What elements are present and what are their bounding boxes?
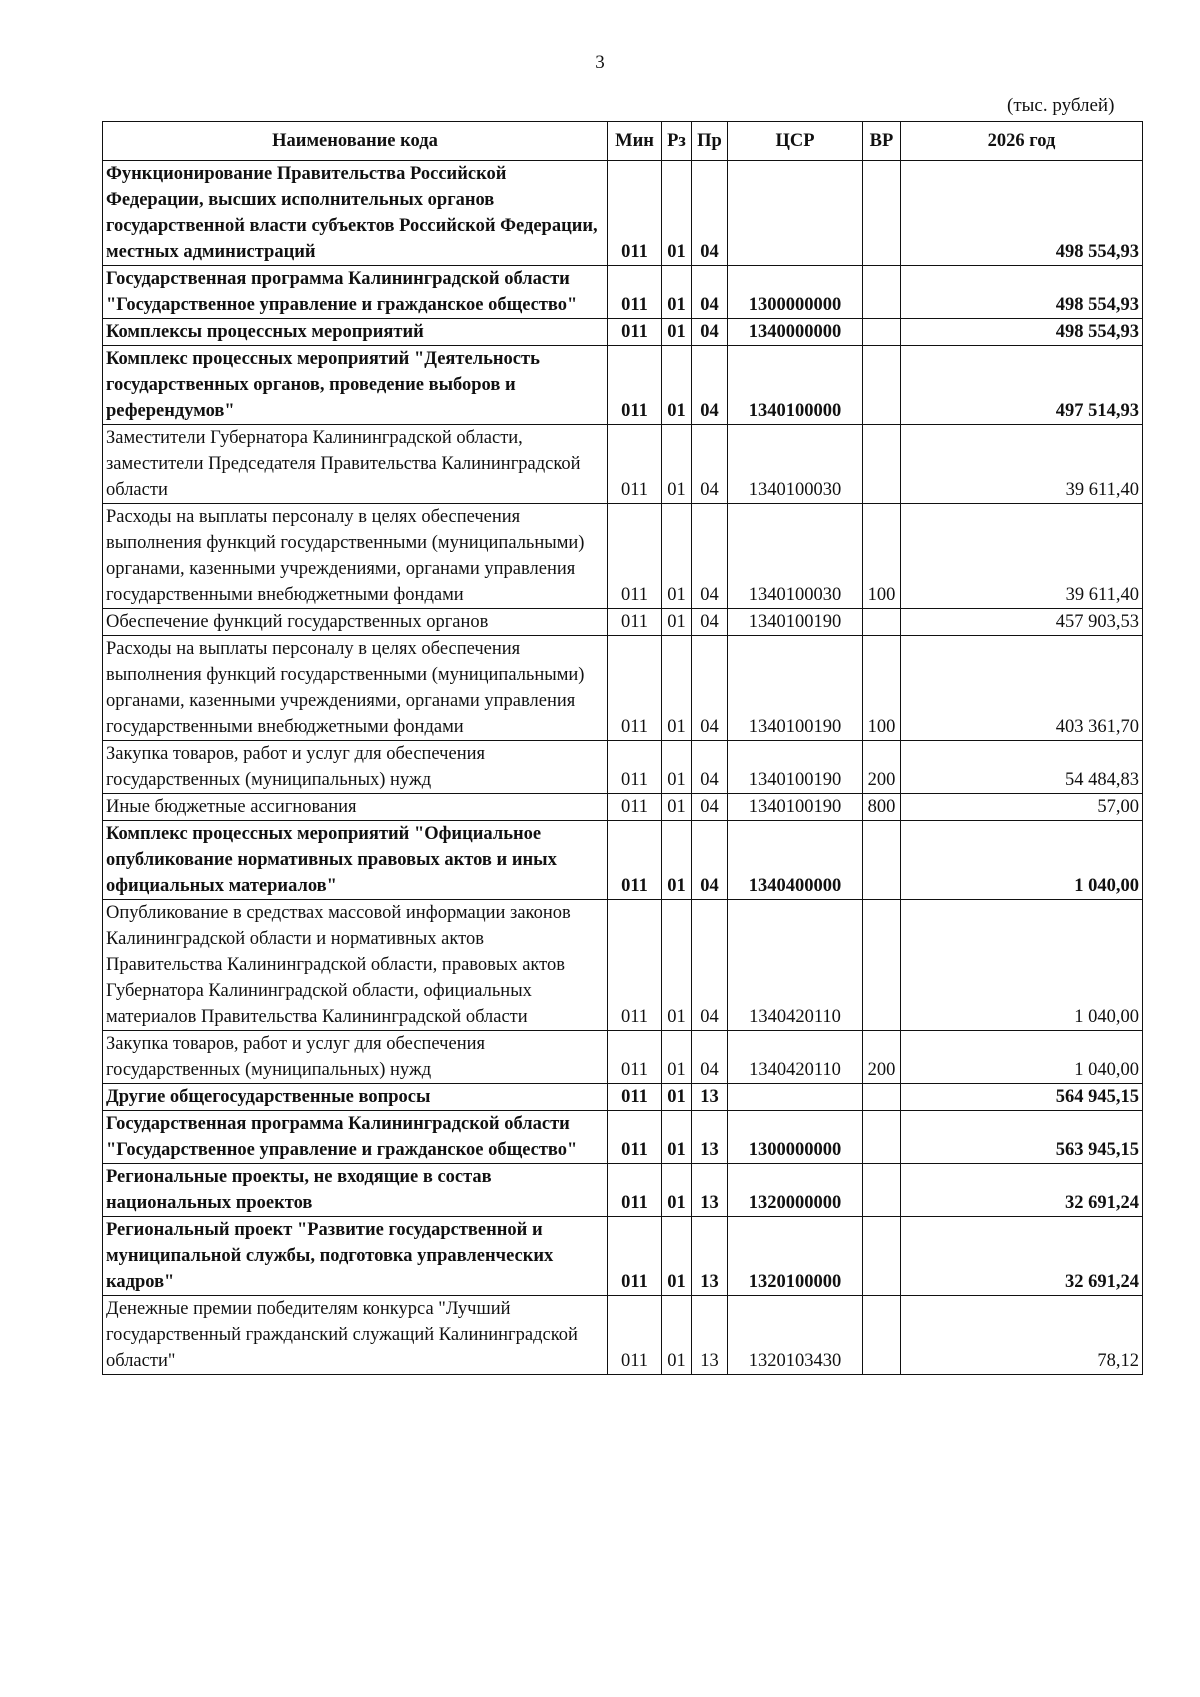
row-rz: 01 — [662, 821, 692, 900]
row-rz: 01 — [662, 161, 692, 266]
row-rz: 01 — [662, 1164, 692, 1217]
table-row — [103, 319, 1143, 346]
row-amount: 497 514,93 — [901, 346, 1143, 425]
row-csr: 1340100030 — [728, 425, 863, 504]
row-vr — [863, 1084, 901, 1111]
row-name: Расходы на выплаты персоналу в целях обеспечения выполнения функций государственными (муниципальными) органами, казенными учреждениями, органами управления государственными внебюджетными фондами — [103, 636, 608, 741]
row-amount: 78,12 — [901, 1296, 1143, 1375]
row-vr — [863, 900, 901, 1031]
row-vr — [863, 161, 901, 266]
row-pr: 13 — [692, 1084, 728, 1111]
row-pr: 04 — [692, 161, 728, 266]
row-pr: 04 — [692, 636, 728, 741]
row-amount: 32 691,24 — [901, 1217, 1143, 1296]
row-rz: 01 — [662, 504, 692, 609]
row-rz: 01 — [662, 346, 692, 425]
row-rz: 01 — [662, 636, 692, 741]
row-name: Иные бюджетные ассигнования — [103, 794, 608, 821]
row-vr — [863, 821, 901, 900]
row-rz: 01 — [662, 794, 692, 821]
row-min: 011 — [608, 821, 662, 900]
table-header-row — [103, 122, 1143, 161]
row-pr: 13 — [692, 1111, 728, 1164]
row-min: 011 — [608, 319, 662, 346]
page-number: 3 — [595, 52, 605, 73]
row-csr: 1340400000 — [728, 821, 863, 900]
row-vr — [863, 319, 901, 346]
row-name: Обеспечение функций государственных органов — [103, 609, 608, 636]
row-vr: 800 — [863, 794, 901, 821]
row-min: 011 — [608, 609, 662, 636]
row-amount: 39 611,40 — [901, 425, 1143, 504]
row-min: 011 — [608, 1084, 662, 1111]
row-pr: 13 — [692, 1217, 728, 1296]
row-pr: 04 — [692, 346, 728, 425]
row-csr: 1340000000 — [728, 319, 863, 346]
row-min: 011 — [608, 1296, 662, 1375]
table-row — [103, 1296, 1143, 1375]
row-name: Комплексы процессных мероприятий — [103, 319, 608, 346]
row-rz: 01 — [662, 741, 692, 794]
row-name: Другие общегосударственные вопросы — [103, 1084, 608, 1111]
header-min: Мин — [608, 122, 662, 161]
row-name: Опубликование в средствах массовой информации законов Калининградской области и нормативных актов Правительства Калининградской области, правовых актов Губернатора Калининградской области, официальных материалов Правительства Калининградской области — [103, 900, 608, 1031]
header-pr: Пр — [692, 122, 728, 161]
row-vr: 100 — [863, 636, 901, 741]
table-row — [103, 161, 1143, 266]
row-pr: 04 — [692, 266, 728, 319]
row-csr: 1340100190 — [728, 609, 863, 636]
row-min: 011 — [608, 1164, 662, 1217]
row-pr: 13 — [692, 1296, 728, 1375]
table-row — [103, 1111, 1143, 1164]
row-vr — [863, 1296, 901, 1375]
row-vr — [863, 425, 901, 504]
header-sum: 2026 год — [901, 122, 1143, 161]
row-vr — [863, 1111, 901, 1164]
row-rz: 01 — [662, 425, 692, 504]
table-row — [103, 1031, 1143, 1084]
row-csr — [728, 161, 863, 266]
row-csr: 1340100190 — [728, 741, 863, 794]
row-name: Комплекс процессных мероприятий "Официальное опубликование нормативных правовых актов и иных официальных материалов" — [103, 821, 608, 900]
row-min: 011 — [608, 794, 662, 821]
table-body — [103, 161, 1143, 1375]
row-rz: 01 — [662, 1217, 692, 1296]
row-csr: 1300000000 — [728, 1111, 863, 1164]
row-vr — [863, 1164, 901, 1217]
row-amount: 39 611,40 — [901, 504, 1143, 609]
row-csr: 1300000000 — [728, 266, 863, 319]
row-csr: 1320000000 — [728, 1164, 863, 1217]
row-pr: 04 — [692, 504, 728, 609]
row-csr: 1340420110 — [728, 1031, 863, 1084]
row-rz: 01 — [662, 1296, 692, 1375]
table-row — [103, 1164, 1143, 1217]
table-row — [103, 900, 1143, 1031]
row-pr: 13 — [692, 1164, 728, 1217]
header-name: Наименование кода — [103, 122, 608, 161]
row-min: 011 — [608, 900, 662, 1031]
row-csr: 1340420110 — [728, 900, 863, 1031]
row-name: Функционирование Правительства Российской Федерации, высших исполнительных органов государственной власти субъектов Российской Федерации, местных администраций — [103, 161, 608, 266]
row-rz: 01 — [662, 1031, 692, 1084]
row-vr — [863, 266, 901, 319]
row-name: Государственная программа Калининградской области "Государственное управление и гражданское общество" — [103, 266, 608, 319]
row-vr: 100 — [863, 504, 901, 609]
row-name: Расходы на выплаты персоналу в целях обеспечения выполнения функций государственными (муниципальными) органами, казенными учреждениями, органами управления государственными внебюджетными фондами — [103, 504, 608, 609]
row-pr: 04 — [692, 1031, 728, 1084]
row-min: 011 — [608, 1031, 662, 1084]
budget-table — [102, 121, 1143, 1375]
table-row — [103, 741, 1143, 794]
row-csr — [728, 1084, 863, 1111]
row-pr: 04 — [692, 425, 728, 504]
table-row — [103, 636, 1143, 741]
row-pr: 04 — [692, 609, 728, 636]
row-amount: 457 903,53 — [901, 609, 1143, 636]
row-vr: 200 — [863, 1031, 901, 1084]
row-rz: 01 — [662, 609, 692, 636]
row-min: 011 — [608, 346, 662, 425]
row-name: Заместители Губернатора Калининградской области, заместители Председателя Правительства Калининградской области — [103, 425, 608, 504]
row-name: Денежные премии победителям конкурса "Лучший государственный гражданский служащий Калининградской области" — [103, 1296, 608, 1375]
row-csr: 1340100190 — [728, 636, 863, 741]
row-min: 011 — [608, 504, 662, 609]
row-amount: 498 554,93 — [901, 319, 1143, 346]
row-pr: 04 — [692, 821, 728, 900]
row-csr: 1340100000 — [728, 346, 863, 425]
header-rz: Рз — [662, 122, 692, 161]
row-name: Закупка товаров, работ и услуг для обеспечения государственных (муниципальных) нужд — [103, 741, 608, 794]
row-amount: 563 945,15 — [901, 1111, 1143, 1164]
table-row — [103, 609, 1143, 636]
row-min: 011 — [608, 1217, 662, 1296]
units-label: (тыс. рублей) — [1007, 95, 1115, 116]
row-amount: 1 040,00 — [901, 821, 1143, 900]
row-amount: 1 040,00 — [901, 1031, 1143, 1084]
table-row — [103, 425, 1143, 504]
row-min: 011 — [608, 161, 662, 266]
row-pr: 04 — [692, 319, 728, 346]
row-name: Закупка товаров, работ и услуг для обеспечения государственных (муниципальных) нужд — [103, 1031, 608, 1084]
row-amount: 403 361,70 — [901, 636, 1143, 741]
row-amount: 564 945,15 — [901, 1084, 1143, 1111]
row-vr — [863, 1217, 901, 1296]
row-name: Государственная программа Калининградской области "Государственное управление и гражданское общество" — [103, 1111, 608, 1164]
row-pr: 04 — [692, 741, 728, 794]
row-amount: 57,00 — [901, 794, 1143, 821]
row-vr: 200 — [863, 741, 901, 794]
row-rz: 01 — [662, 1084, 692, 1111]
row-vr — [863, 346, 901, 425]
row-pr: 04 — [692, 794, 728, 821]
row-min: 011 — [608, 636, 662, 741]
row-min: 011 — [608, 1111, 662, 1164]
table-row — [103, 1217, 1143, 1296]
row-csr: 1340100030 — [728, 504, 863, 609]
header-csr: ЦСР — [728, 122, 863, 161]
row-csr: 1320103430 — [728, 1296, 863, 1375]
table-row — [103, 346, 1143, 425]
row-csr: 1320100000 — [728, 1217, 863, 1296]
row-amount: 32 691,24 — [901, 1164, 1143, 1217]
table-row — [103, 1084, 1143, 1111]
row-rz: 01 — [662, 266, 692, 319]
row-csr: 1340100190 — [728, 794, 863, 821]
header-vr: ВР — [863, 122, 901, 161]
row-rz: 01 — [662, 900, 692, 1031]
row-name: Региональный проект "Развитие государственной и муниципальной службы, подготовка управленческих кадров" — [103, 1217, 608, 1296]
row-rz: 01 — [662, 319, 692, 346]
row-amount: 1 040,00 — [901, 900, 1143, 1031]
row-name: Комплекс процессных мероприятий "Деятельность государственных органов, проведение выборов и референдумов" — [103, 346, 608, 425]
row-rz: 01 — [662, 1111, 692, 1164]
row-vr — [863, 609, 901, 636]
table-row — [103, 794, 1143, 821]
row-min: 011 — [608, 266, 662, 319]
table-row — [103, 504, 1143, 609]
row-min: 011 — [608, 741, 662, 794]
row-amount: 54 484,83 — [901, 741, 1143, 794]
row-pr: 04 — [692, 900, 728, 1031]
row-name: Региональные проекты, не входящие в состав национальных проектов — [103, 1164, 608, 1217]
row-amount: 498 554,93 — [901, 161, 1143, 266]
table-row — [103, 821, 1143, 900]
table-row — [103, 266, 1143, 319]
row-amount: 498 554,93 — [901, 266, 1143, 319]
row-min: 011 — [608, 425, 662, 504]
